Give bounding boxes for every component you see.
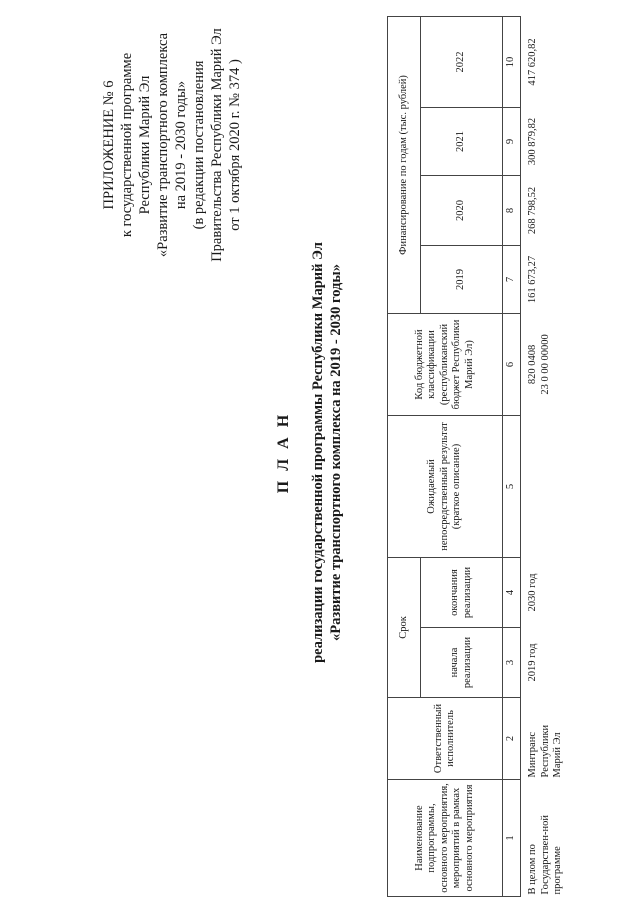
row-end: 2030 год <box>527 573 538 612</box>
row-code-line2: 23 0 00 00000 <box>539 334 551 395</box>
row-value-2019: 161 673,27 <box>527 255 538 304</box>
header-name: Наименование подпрограммы, основного мероприятия, мероприятий в рамках основного мероприятия <box>388 780 503 897</box>
header-year-2020: 2020 <box>421 175 503 245</box>
row-value-2020: 268 798,52 <box>527 186 538 235</box>
header-result: Ожидаемый непосредственный результат (краткое описание) <box>388 415 503 557</box>
row-start: 2019 год <box>527 643 538 682</box>
appendix-line: Правительства Республики Марий Эл <box>209 28 225 262</box>
appendix-block <box>100 10 244 280</box>
column-number: 8 <box>503 175 521 245</box>
row-result <box>521 415 597 557</box>
column-number: 2 <box>503 698 521 780</box>
header-term: Срок <box>388 557 421 697</box>
column-number: 5 <box>503 415 521 557</box>
plan-subtitle-line1: реализации государственной программы Республики Марий Эл <box>310 242 326 663</box>
appendix-line: ПРИЛОЖЕНИЕ № 6 <box>101 80 117 210</box>
column-number: 3 <box>503 628 521 698</box>
column-number: 9 <box>503 107 521 175</box>
row-executor: Минтранс Республики Марий Эл <box>527 724 563 778</box>
column-number: 4 <box>503 557 521 627</box>
appendix-line: от 1 октября 2020 г. № 374 ) <box>227 59 243 231</box>
plan-title: П Л А Н <box>275 411 292 494</box>
appendix-line: (в редакции постановления <box>191 60 207 230</box>
header-term-end: окончания реализации <box>421 557 503 627</box>
header-year-2019: 2019 <box>421 245 503 313</box>
column-number: 10 <box>503 16 521 107</box>
row-code-line1: 820 0408 <box>527 344 538 385</box>
row-code <box>521 313 597 415</box>
column-number: 7 <box>503 245 521 313</box>
header-year-2021: 2021 <box>421 107 503 175</box>
header-code: Код бюджетной классификации (республиканский бюджет Республики Марий Эл) <box>388 313 503 415</box>
row-value-2021: 300 879,82 <box>527 117 538 166</box>
header-financing: Финансирование по годам (тыс. рублей) <box>388 16 421 313</box>
table-row <box>521 16 597 896</box>
appendix-line: Республики Марий Эл <box>137 75 153 215</box>
plan-subtitle-line2: «Развитие транспортного комплекса на 2019 - 2030 годы» <box>328 264 344 641</box>
row-name: В целом по Государствен-ной программе <box>527 815 563 895</box>
plan-table <box>387 16 596 897</box>
appendix-line: «Развитие транспортного комплекса <box>155 32 171 258</box>
column-number: 1 <box>503 780 521 897</box>
header-year-2022: 2022 <box>421 16 503 107</box>
header-executor: Ответственный исполнитель <box>388 698 503 780</box>
table-header-row-1 <box>388 16 421 896</box>
header-term-start: начала реализации <box>421 628 503 698</box>
row-value-2022: 417 620,82 <box>527 38 538 86</box>
table-column-numbers <box>503 16 521 896</box>
appendix-line: на 2019 - 2030 годы» <box>173 80 189 210</box>
appendix-line: к государственной программе <box>119 52 135 238</box>
column-number: 6 <box>503 313 521 415</box>
